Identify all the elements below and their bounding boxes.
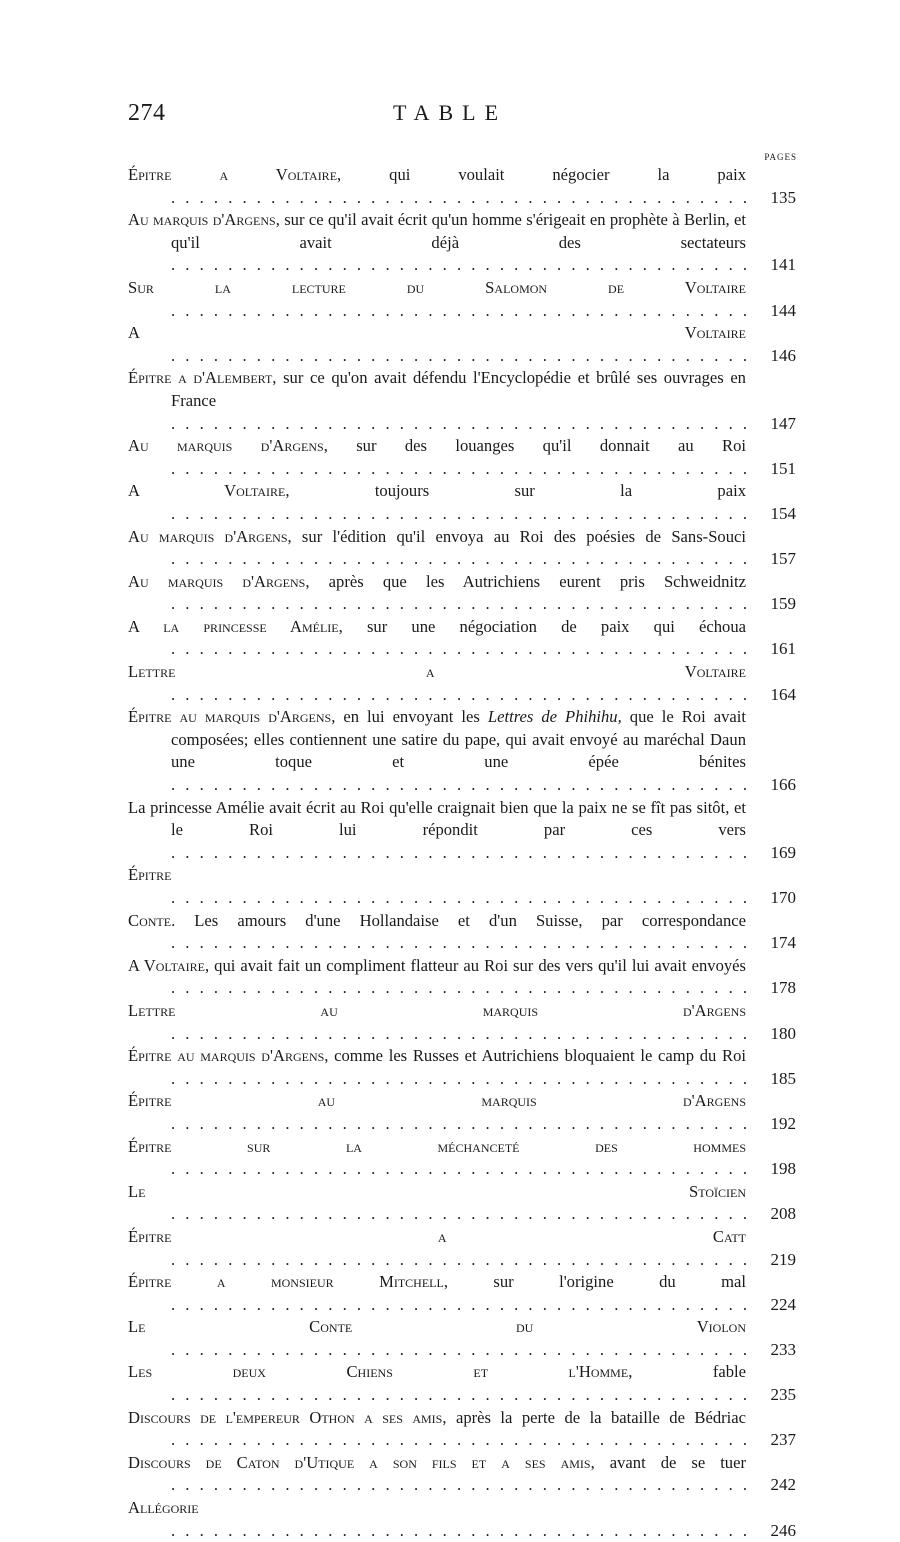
toc-entry-text — [128, 1497, 746, 1542]
toc-entry — [128, 367, 796, 435]
toc-entry-description: , en lui envoyant les — [331, 707, 488, 727]
toc-entry-text — [128, 480, 746, 525]
toc-entry-page: 237 — [770, 1430, 796, 1450]
toc-entry-description: , comme les Russes et Autrichiens bloquaient le camp du Roi — [324, 1046, 746, 1066]
toc-entry-title: A la princesse Amélie — [128, 616, 339, 636]
toc-entry — [128, 164, 796, 209]
toc-entry — [128, 322, 796, 367]
toc-entry-description: , après la perte de la bataille de Bédriac — [442, 1407, 746, 1427]
toc-entry-italic-title: Lettres de Phihihu, — [487, 707, 622, 727]
toc-entry-page: 161 — [770, 639, 796, 659]
toc-entry-title: Le Stoïcien — [128, 1181, 746, 1201]
toc-entry-text — [128, 1181, 746, 1226]
toc-entry — [128, 1226, 796, 1271]
toc-entry-description: , qui voulait négocier la paix — [337, 165, 746, 184]
toc-entry-page: 219 — [770, 1249, 796, 1269]
page-number: 274 — [128, 100, 166, 126]
toc-entry — [128, 616, 796, 661]
toc-entry-page: 135 — [770, 187, 796, 207]
toc-entry-description: , qui avait fait un compliment flatteur au Roi sur des vers qu'il lui avait envoyés — [205, 955, 746, 975]
toc-entry-title: Épitre a monsieur Mitchell — [128, 1272, 444, 1292]
toc-entry-title: Au marquis d'Argens — [128, 571, 306, 591]
toc-entry — [128, 1181, 796, 1226]
toc-entry-text — [128, 797, 746, 865]
toc-entry-description: , sur une négociation de paix qui échoua — [338, 616, 746, 636]
toc-entry-page: 147 — [770, 413, 796, 433]
toc-entry-page: 235 — [770, 1385, 796, 1405]
toc-entry-description: , sur ce qu'on avait défendu l'Encyclopédie et brûlé ses ouvrages en France — [171, 368, 746, 410]
toc-entry-text — [128, 661, 746, 706]
toc-entry-page: 224 — [770, 1294, 796, 1314]
toc-entry-text — [128, 955, 746, 1000]
toc-entry — [128, 706, 796, 796]
toc-entry-title: Épitre a d'Alembert — [128, 368, 273, 388]
toc-entry-text — [128, 616, 746, 661]
toc-entry-description: , avant de se tuer — [590, 1452, 746, 1472]
toc-entry — [128, 1000, 796, 1045]
toc-entry-page: 242 — [770, 1475, 796, 1495]
toc-entry-text — [128, 209, 746, 277]
toc-entry-text — [128, 526, 746, 571]
toc-entry-text — [128, 1090, 746, 1135]
toc-entry-page: 208 — [770, 1204, 796, 1224]
toc-entry-title: A Voltaire — [128, 323, 746, 343]
toc-entry-page: 157 — [770, 549, 796, 569]
toc-entry-page: 233 — [770, 1339, 796, 1359]
toc-entry-title: Au marquis d'Argens — [128, 526, 288, 546]
toc-entry-title: Sur la lecture du Salomon de Voltaire — [128, 277, 746, 297]
toc-entry-text — [128, 864, 746, 909]
toc-entry-text — [128, 1316, 746, 1361]
toc-entry-page: 154 — [770, 503, 796, 523]
toc-entry-title: Au marquis d'Argens — [128, 436, 324, 456]
toc-entry-title: Épitre sur la méchanceté des hommes — [128, 1136, 746, 1156]
toc-entry-description: . Les amours d'une Hollandaise et d'un Suisse, par correspondance — [171, 910, 746, 930]
toc-entry — [128, 1407, 796, 1452]
toc-entry-title: Lettre au marquis d'Argens — [128, 1000, 746, 1020]
toc-entry-title: Au marquis d'Argens — [128, 210, 276, 230]
toc-entry-text — [128, 1407, 746, 1452]
toc-entry-text — [128, 1226, 746, 1271]
toc-entry-title: Épitre a Catt — [128, 1226, 746, 1246]
toc-entry-title: Épitre au marquis d'Argens — [128, 707, 332, 727]
toc-entry-text — [128, 322, 746, 367]
toc-entry — [128, 1271, 796, 1316]
toc-entry — [128, 1497, 796, 1542]
toc-entry-title: Les deux Chiens et l'Homme — [128, 1362, 629, 1382]
toc-entry-text — [128, 1271, 746, 1316]
toc-entry-text — [128, 1452, 746, 1497]
toc-entry-page: 246 — [770, 1520, 796, 1540]
running-title: TABLE — [392, 100, 508, 125]
toc-entry — [128, 480, 796, 525]
toc-entry — [128, 277, 796, 322]
pages-column-label: PAGES — [764, 152, 797, 162]
toc-entry — [128, 526, 796, 571]
toc-entry-page: 159 — [770, 594, 796, 614]
toc-entry-text — [128, 367, 746, 435]
toc-entry-page: 144 — [770, 300, 796, 320]
toc-entry — [128, 661, 796, 706]
toc-entry — [128, 864, 796, 909]
toc-entry-text — [128, 277, 746, 322]
toc-entry-title: Épitre au marquis d'Argens — [128, 1091, 746, 1111]
toc-entry-title: A Voltaire — [128, 955, 206, 975]
toc-entry-description: , sur des louanges qu'il donnait au Roi — [323, 436, 746, 456]
toc-entry — [128, 209, 796, 277]
toc-entry-page: 185 — [770, 1068, 796, 1088]
toc-entry-description-continued: que le Roi avait composées; elles contiennent une satire du pape, qui avait envoyé au maréchal Daun une toque et une épée bénites — [171, 707, 746, 772]
toc-entry-description: , sur l'édition qu'il envoya au Roi des poésies de Sans-Souci — [287, 526, 746, 546]
toc-entry-page: 169 — [770, 842, 796, 862]
toc-entry-page: 198 — [770, 1159, 796, 1179]
toc-entry — [128, 910, 796, 955]
toc-entry-description: La princesse Amélie avait écrit au Roi qu'elle craignait bien que la paix ne se fît pas sitôt, et le Roi lui répondit par ces vers — [128, 797, 746, 840]
toc-entry — [128, 1136, 796, 1181]
toc-entry — [128, 1361, 796, 1406]
toc-entry-text — [128, 910, 746, 955]
toc-entry-title: Discours de l'empereur Othon a ses amis — [128, 1407, 443, 1427]
toc-entry — [128, 1316, 796, 1361]
toc-entry-page: 192 — [770, 1113, 796, 1133]
toc-entry-title: Épitre au marquis d'Argens — [128, 1046, 325, 1066]
toc-entry-title: Le Conte du Violon — [128, 1317, 746, 1337]
toc-entry-text — [128, 1000, 746, 1045]
toc-entry-text — [128, 571, 746, 616]
toc-entry-text — [128, 1136, 746, 1181]
toc-entry-title: A Voltaire — [128, 481, 286, 501]
toc-entry — [128, 571, 796, 616]
toc-entry-title: Allégorie — [128, 1498, 199, 1518]
toc-entry-page: 170 — [770, 888, 796, 907]
toc-entry-page: 178 — [770, 978, 796, 998]
toc-entry-description: , fable — [628, 1362, 746, 1382]
toc-entry-title: Lettre a Voltaire — [128, 662, 746, 682]
toc-entry-page: 141 — [770, 255, 796, 275]
toc-entry-page: 146 — [770, 345, 796, 365]
toc-entry-page: 166 — [770, 775, 796, 795]
toc-entry — [128, 1045, 796, 1090]
table-of-contents — [128, 164, 796, 1542]
toc-entry-text — [128, 1045, 746, 1090]
toc-entry-page: 164 — [770, 684, 796, 704]
toc-entry-description: , sur ce qu'il avait écrit qu'un homme s'érigeait en prophète à Berlin, et qu'il avait déjà des sectateurs — [171, 210, 746, 252]
toc-entry-page: 174 — [770, 933, 796, 953]
toc-entry-page: 180 — [770, 1023, 796, 1043]
toc-entry-description: , après que les Autrichiens eurent pris Schweidnitz — [305, 571, 746, 591]
toc-entry-text — [128, 164, 746, 209]
toc-entry-text — [128, 706, 746, 796]
toc-entry — [128, 435, 796, 480]
toc-entry-title: Épitre — [128, 865, 172, 885]
toc-entry-description: , toujours sur la paix — [285, 481, 746, 501]
toc-entry-title: Épitre a Voltaire — [128, 165, 338, 184]
toc-entry-title: Conte — [128, 910, 172, 930]
toc-entry — [128, 955, 796, 1000]
toc-entry-description: , sur l'origine du mal — [443, 1272, 746, 1292]
toc-entry — [128, 1090, 796, 1135]
toc-entry-text — [128, 1361, 746, 1406]
toc-entry — [128, 797, 796, 865]
toc-entry-text — [128, 435, 746, 480]
toc-entry-title: Discours de Caton d'Utique a son fils et a ses amis — [128, 1452, 591, 1472]
toc-entry — [128, 1452, 796, 1497]
toc-entry-page: 151 — [770, 458, 796, 478]
